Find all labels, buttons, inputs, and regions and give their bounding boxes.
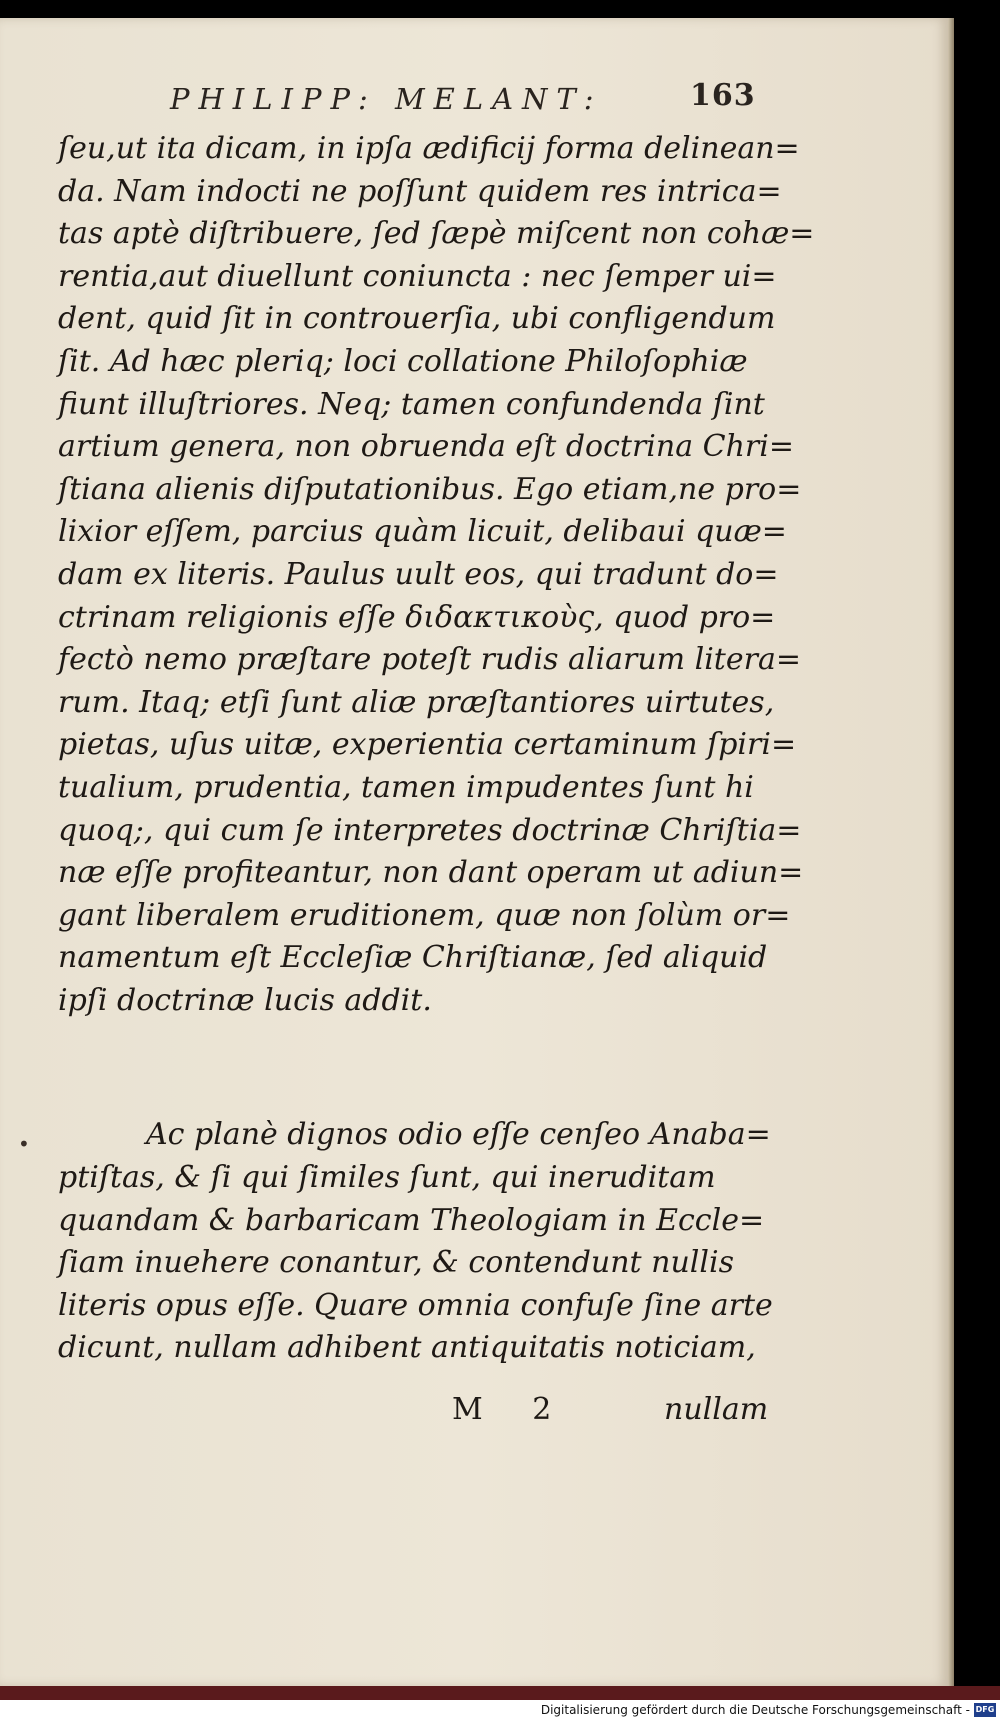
digitization-footer	[0, 1700, 1000, 1721]
catchline	[0, 1392, 780, 1436]
text-line: dent, quid ſit in controuerſia, ubi confligendum	[58, 301, 776, 337]
text-line: dicunt, nullam adhibent antiquitatis noticiam,	[58, 1330, 756, 1366]
text-line: ſiam inuehere conantur, & contendunt nullis	[58, 1245, 734, 1281]
text-line: quandam & barbaricam Theologiam in Eccle=	[58, 1202, 765, 1238]
text-line: tualium, prudentia, tamen impudentes ſunt hi	[58, 769, 754, 805]
text-line: ſeu,ut ita dicam, in ipſa ædificij forma delinean=	[58, 131, 800, 166]
catchword: nullam	[664, 1392, 769, 1427]
text-line: ctrinam religionis eſſe διδακτικοὺς, quod pro=	[58, 599, 776, 635]
text-line: ſit. Ad hæc pleriq; loci collatione Philoſophiæ	[58, 343, 748, 379]
dfg-logo: DFG	[974, 1703, 996, 1717]
running-head	[0, 78, 780, 126]
body-text	[58, 128, 815, 1370]
text-line: lixior eſſem, parcius quàm licuit, delibaui quæ=	[58, 514, 787, 550]
text-line: gant liberalem eruditionem, quæ non ſolùm or=	[58, 897, 791, 933]
paragraph-2	[58, 1114, 778, 1370]
margin-mark: •	[18, 1132, 30, 1156]
text-line: fiunt illuſtriores. Neq; tamen confundenda ſint	[58, 386, 765, 422]
paragraph-gap	[58, 1022, 778, 1114]
funding-credit: Digitalisierung gefördert durch die Deutsche Forschungsgemeinschaft -	[540, 1703, 970, 1717]
text-line: rum. Itaq; etſi ſunt aliæ præſtantiores uirtutes,	[58, 684, 775, 720]
text-line: artium genera, non obruenda eſt doctrina Chri=	[58, 429, 794, 465]
text-line: ipſi doctrinæ lucis addit.	[58, 982, 432, 1018]
text-line: næ eſſe profiteantur, non dant operam ut adiun=	[58, 855, 804, 891]
signature-mark: M 2	[452, 1392, 572, 1427]
text-line: literis opus eſſe. Quare omnia confuſe ſine arte	[58, 1287, 773, 1323]
text-line: rentia,aut diuellunt coniuncta : nec ſemper ui=	[58, 258, 777, 294]
text-line: tas aptè diſtribuere, ſed ſæpè miſcent non cohæ=	[58, 216, 815, 252]
text-line: ſtiana alienis diſputationibus. Ego etiam,ne pro=	[58, 471, 802, 507]
page-edge	[948, 18, 954, 1686]
binding-band	[0, 1686, 1000, 1700]
text-line: da. Nam indocti ne poſſunt quidem res intrica=	[58, 173, 782, 209]
text-line: fectò nemo præſtare poteſt rudis aliarum litera=	[58, 642, 801, 678]
text-line: quoq;, qui cum ſe interpretes doctrinæ Chriſtia=	[58, 812, 802, 848]
text-line: pietas, uſus uitæ, experientia certaminum ſpiri=	[58, 727, 797, 763]
page-number: 163	[690, 78, 756, 113]
text-line: namentum eſt Eccleſiæ Chriſtianæ, ſed aliquid	[58, 940, 768, 976]
text-line: dam ex literis. Paulus uult eos, qui tradunt do=	[58, 556, 779, 592]
text-line: Ac planè dignos odio eſſe cenſeo Anaba=	[146, 1117, 771, 1153]
paragraph-1	[58, 128, 815, 1022]
running-head-title: PHILIPP: MELANT:	[170, 82, 603, 116]
text-line: ptiſtas, & ſi qui ſimiles ſunt, qui ineruditam	[58, 1160, 716, 1196]
